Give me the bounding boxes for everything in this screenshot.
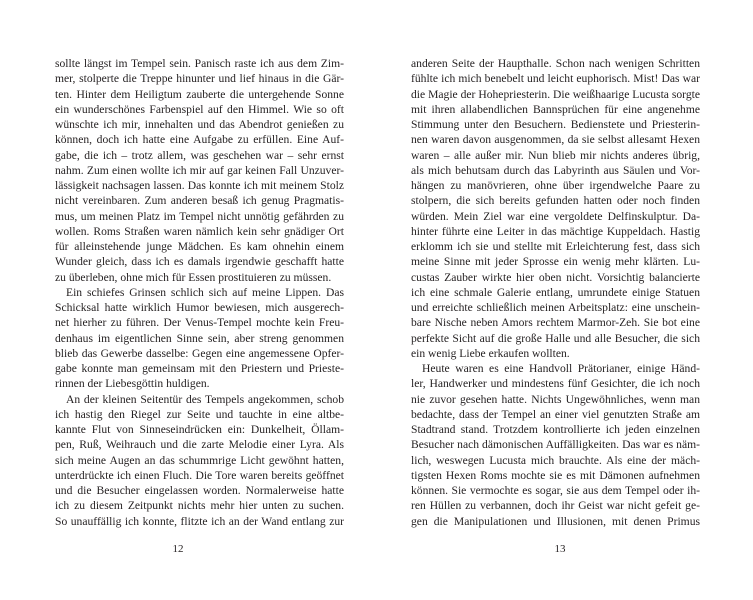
text-line: ich eine schmale Galerie entlang, umrundete einige Statuen: [411, 285, 700, 299]
text-line: gen die Manipulationen und Illusionen, mit denen Primus: [411, 514, 700, 528]
text-line: An der kleinen Seitentür des Tempels angekommen, schob: [66, 392, 344, 406]
text-line: Stadtrand stand. Trotzdem kontrollierte ich jeden einzelnen: [411, 423, 700, 436]
text-line: net hierher zu führen. Der Venus-Tempel mochte kein Freu-: [55, 316, 344, 330]
text-line: gabe, die ich – trotz allem, was geschehen war – sehr ernst: [55, 148, 344, 162]
text-line: wollen. Roms Straßen waren nämlich kein sehr gnädiger Ort: [55, 224, 344, 238]
text-line: die Magie der Hohepriesterin. Die weißhaarige Lucusta sorgte: [411, 87, 700, 101]
text-line: custas Zauber wirkte hier oben nicht. Vorsichtig balancierte: [411, 270, 700, 284]
text-line: Wunder gleich, dass ich es damals irgendwie geschafft hatte: [55, 255, 344, 269]
text-line: tigsten Hexen Roms mochte sie es mit Dämonen aufnehmen: [411, 468, 700, 482]
text-line: sollte längst im Tempel sein. Panisch raste ich aus dem Zim-: [55, 57, 344, 70]
text-line: lich, weswegen Lucusta mich brauchte. Als eine der mäch-: [411, 453, 700, 467]
text-line: für alleinstehende junge Mädchen. Es kam ohnehin einem: [55, 240, 344, 253]
text-line: würden. Mein Ziel war eine vergoldete Delfinskulptur. Da-: [411, 209, 700, 223]
text-line: Heute waren es eine Handvoll Prätorianer, einige Händ-: [422, 362, 700, 375]
text-line: ler, Handwerker und mindestens fünf Gesichter, die ich noch: [411, 377, 700, 391]
text-line: mus, um meinen Platz im Tempel nicht unnötig gefährden zu: [55, 209, 344, 223]
text-line: meine Sinne mit jeder Sprosse ein wenig mehr klärten. Lu-: [411, 255, 700, 269]
left-page-text: [55, 56, 344, 529]
text-line: nie zuvor gesehen hatte. Nichts Ungewöhnliches, wenn man: [411, 392, 700, 406]
text-line: unterdrückte ich einen Fluch. Die Tore waren bereits geöffnet: [55, 468, 344, 482]
text-line: ich hastig den Riegel zur Seite und tauchte in eine altbe-: [55, 407, 344, 421]
text-line: Ein schiefes Grinsen schlich sich auf meine Lippen. Das: [66, 285, 344, 299]
text-line: und die Besucher eingelassen worden. Normalerweise hatte: [55, 484, 344, 497]
text-line: sich meine Augen an das schummrige Licht gewöhnt hatten,: [55, 453, 344, 467]
text-line: hängen zu manövrieren, ohne über irgendwelche Paare zu: [411, 179, 700, 192]
text-line: mer, stolperte die Treppe hinunter und lief hinaus in die Gär-: [55, 72, 344, 86]
text-line: nahm. Zum einen wollte ich mir auf gar keinen Fall Unzuver-: [55, 163, 344, 177]
text-line: rinnen der Liebesgöttin huldigen.: [55, 377, 210, 391]
text-line: pen, Ruß, Weihrauch und die zarte Melodie einer Lyra. Als: [55, 438, 344, 452]
text-line: perfekte Sicht auf die große Halle und alle Besucher, die sich: [411, 331, 700, 345]
text-line: Besucher nach dämonischen Auffälligkeiten. Das war es näm-: [411, 438, 700, 452]
text-line: ren Hüllen zu verbannen, doch ihr Geist war nicht gefeit ge-: [411, 499, 700, 513]
text-line: hinter führte eine Leiter in das mächtige Kuppeldach. Hastig: [411, 224, 700, 238]
text-line: als mich behutsam durch das Labyrinth aus Säulen und Vor-: [411, 163, 700, 177]
text-line: wünschte ich mir, innehalten und das Abendrot genießen zu: [55, 118, 344, 131]
text-line: zu überleben, ohne mich für Essen prostituieren zu müssen.: [55, 270, 332, 284]
text-line: fühlte ich mich benebelt und leicht euphorisch. Mist! Das war: [411, 72, 700, 86]
text-line: gabe konnte man gemeinsam mit den Priestern und Prieste-: [55, 362, 344, 375]
text-line: ein wunderschönes Farbenspiel auf den Himmel. Wie so oft: [55, 102, 344, 116]
text-line: ten. Hinter dem Heiligtum zauberte die untergehende Sonne: [55, 87, 344, 101]
page-number-right: 13: [554, 543, 566, 555]
text-line: Stimmung unter den Besuchern. Bedienstete und Priesterin-: [411, 118, 700, 131]
page-number-left: 12: [172, 543, 184, 555]
text-line: anderen Seite der Haupthalle. Schon nach wenigen Schritten: [411, 57, 700, 70]
text-line: Schicksal hatte wirklich Humor bewiesen, mich ausgerech-: [55, 301, 344, 314]
text-line: lässigkeit nachsagen lassen. Das konnte ich mit meinem Stolz: [55, 179, 344, 192]
text-line: So unauffällig ich konnte, flitzte ich an der Wand entlang zur: [55, 514, 344, 528]
text-line: nicht vereinbaren. Zum anderen besaß ich genug Pragmatis-: [55, 194, 344, 208]
text-line: waren – alle außer mir. Nun blieb mir nichts anderes übrig,: [411, 148, 700, 162]
right-page-text: [411, 56, 700, 529]
text-line: denhaus im eigentlichen Sinne sein, aber streng genommen: [55, 331, 344, 345]
text-line: bare Nische neben Amors rechtem Marmor-Zeh. Sie bot eine: [411, 316, 700, 330]
text-line: blieb das Gewerbe dasselbe: Gegen eine angemessene Opfer-: [55, 346, 344, 360]
text-line: ich zu diesem Zeitpunkt nichts mehr hier unten zu suchen.: [55, 499, 344, 513]
text-line: nen waren davon ausgenommen, da sie selbst allesamt Hexen: [411, 133, 700, 147]
text-line: ein wenig Liebe erkaufen wollten.: [411, 346, 570, 360]
text-line: mit ihren allabendlichen Bannsprüchen für eine angenehme: [411, 102, 700, 116]
text-line: können, doch ich hatte eine Aufgabe zu erfüllen. Eine Auf-: [55, 133, 344, 147]
text-line: bedachte, dass der Tempel an einer viel genutzten Straße am: [411, 407, 700, 421]
text-line: erklomm ich sie und stellte mit Erleichterung fest, dass sich: [411, 240, 700, 253]
text-line: kannte Flut von Sinneseindrücken ein: Dunkelheit, Öllam-: [55, 423, 344, 436]
text-line: stolpern, die sich bereits gefunden hatten oder noch finden: [411, 194, 700, 208]
text-line: können. Sie vermochte es sogar, sie aus dem Tempel oder ih-: [411, 484, 700, 497]
text-line: und erreichte schließlich meinen Arbeitsplatz: eine unschein-: [411, 301, 700, 314]
